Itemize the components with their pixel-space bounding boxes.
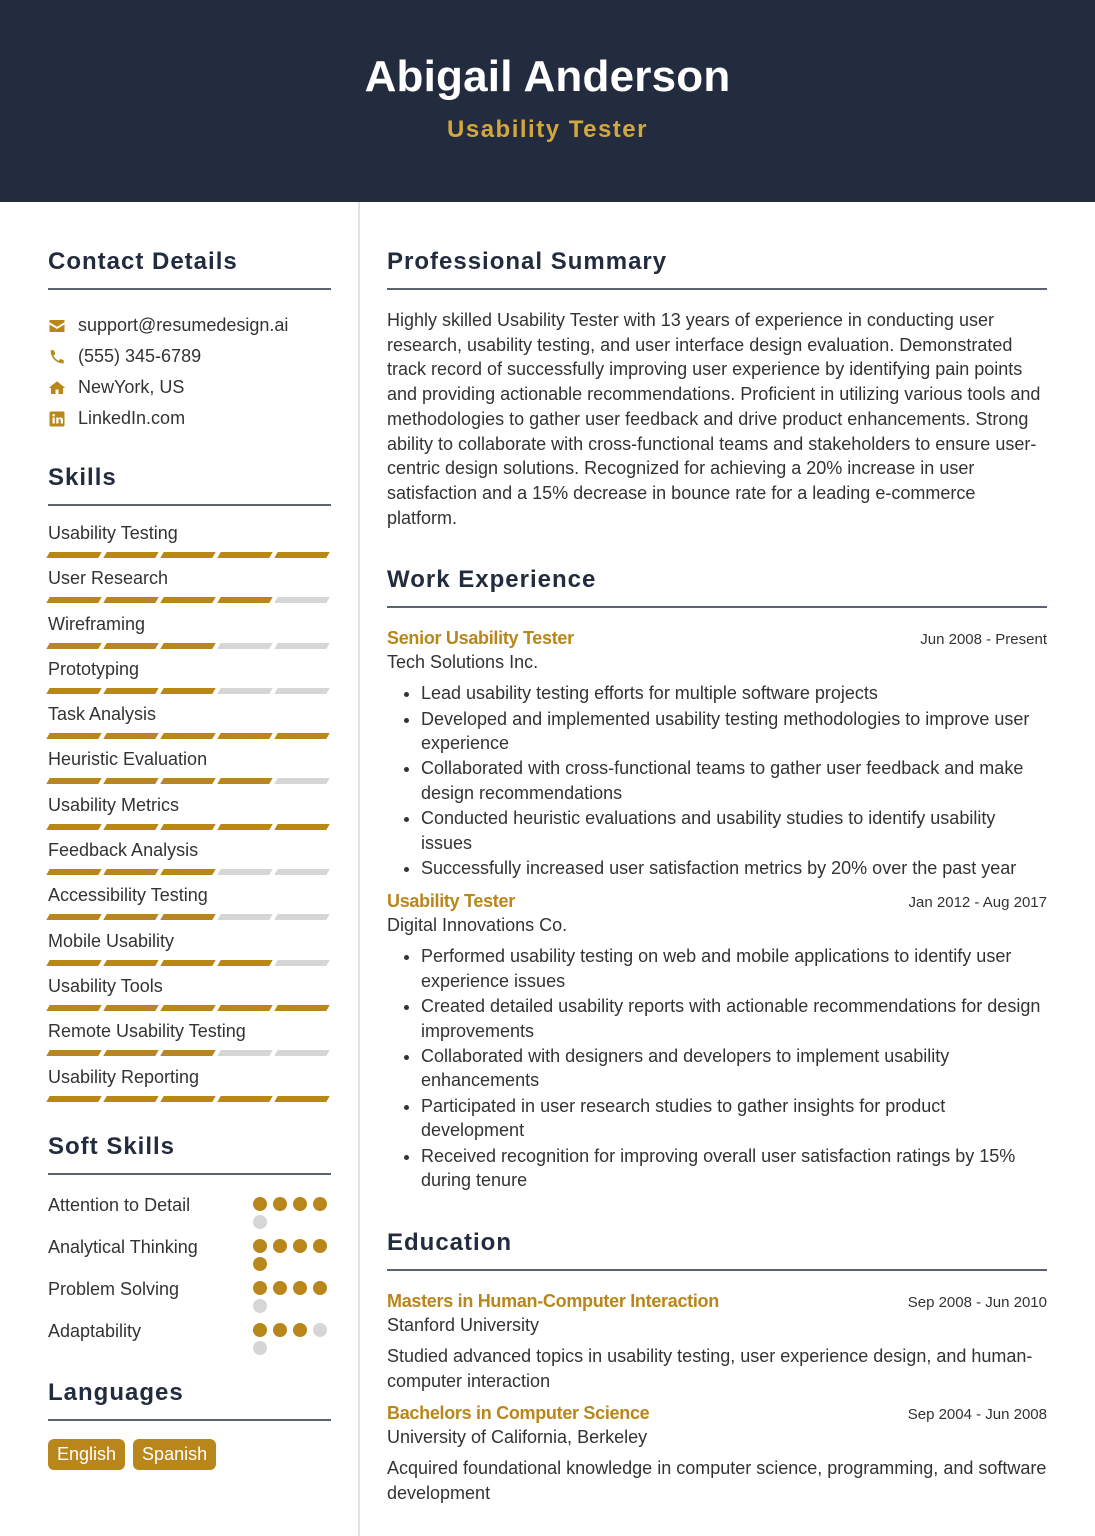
- skill-item: [48, 613, 331, 658]
- job-bullets: [387, 681, 1047, 881]
- skill-level-bar: [48, 733, 331, 739]
- soft-skill-name: Adaptability: [48, 1320, 142, 1341]
- skill-item: [48, 794, 331, 839]
- contact-phone-text: (555) 345-6789: [78, 346, 202, 366]
- skill-item: [48, 567, 331, 612]
- skill-level-segment: [160, 733, 215, 739]
- soft-skills-list: [48, 1193, 331, 1355]
- column-divider: [358, 202, 360, 1536]
- envelope-icon: [48, 317, 66, 335]
- job-bullet: • Collaborated with designers and developers to implement usability enhancements: [421, 1044, 1047, 1093]
- skill-level-segment: [46, 960, 101, 966]
- contact-linkedin-text: LinkedIn.com: [78, 408, 186, 428]
- skill-name: Feedback Analysis: [48, 840, 199, 861]
- rating-dot: [253, 1341, 267, 1355]
- skill-level-segment: [274, 914, 329, 920]
- job-bullet: • Conducted heuristic evaluations and usability studies to identify usability issues: [421, 806, 1047, 855]
- skill-level-bar: [48, 824, 331, 830]
- skill-level-segment: [46, 1050, 101, 1056]
- skill-level-segment: [46, 643, 101, 649]
- skill-level-segment: [160, 1096, 215, 1102]
- skill-level-segment: [46, 1096, 101, 1102]
- languages-section: [48, 1379, 331, 1470]
- education-entry: [387, 1403, 1047, 1505]
- skill-level-segment: [160, 960, 215, 966]
- skill-level-segment: [46, 597, 101, 603]
- job-date: Jan 2012 - Aug 2017: [908, 893, 1047, 911]
- job-company: Digital Innovations Co.: [387, 914, 568, 935]
- languages-list: [48, 1439, 331, 1470]
- skill-name: Accessibility Testing: [48, 885, 208, 906]
- skills-list: [48, 522, 331, 1111]
- skill-name: Task Analysis: [48, 704, 157, 725]
- skill-level-segment: [46, 733, 101, 739]
- soft-skill-item: [48, 1319, 331, 1355]
- contact-phone[interactable]: [48, 341, 331, 372]
- skill-level-bar: [48, 597, 331, 603]
- skill-item: [48, 522, 331, 567]
- rating-dot: [293, 1197, 307, 1211]
- skill-level-segment: [103, 733, 158, 739]
- skill-level-segment: [274, 1050, 329, 1056]
- skill-name: Usability Metrics: [48, 794, 180, 815]
- skill-level-segment: [46, 1005, 101, 1011]
- contact-location-text: NewYork, US: [78, 377, 185, 397]
- skill-level-segment: [274, 778, 329, 784]
- skill-level-segment: [160, 869, 215, 875]
- skill-level-segment: [217, 778, 272, 784]
- skill-level-segment: [46, 869, 101, 875]
- job-bullet: • Received recognition for improving overall user satisfaction ratings by 15% during tenure: [421, 1144, 1047, 1193]
- skill-level-segment: [274, 869, 329, 875]
- rating-dot: [253, 1323, 267, 1337]
- education-description: Acquired foundational knowledge in computer science, programming, and software development: [387, 1458, 1047, 1504]
- job-entry: [387, 628, 1047, 881]
- skill-level-segment: [103, 688, 158, 694]
- skill-level-segment: [274, 960, 329, 966]
- rating-dot: [253, 1257, 267, 1271]
- skill-level-segment: [46, 688, 101, 694]
- skill-level-bar: [48, 688, 331, 694]
- job-bullets: [387, 944, 1047, 1193]
- skill-level-bar: [48, 869, 331, 875]
- soft-skill-rating: [253, 1193, 331, 1229]
- skill-level-segment: [160, 597, 215, 603]
- job-bullet: • Collaborated with cross-functional teams to gather user feedback and make design recommendations: [421, 756, 1047, 805]
- skill-level-segment: [103, 1096, 158, 1102]
- skill-level-segment: [217, 688, 272, 694]
- skill-name: Mobile Usability: [48, 930, 175, 951]
- school-name: Stanford University: [387, 1314, 540, 1335]
- skill-level-segment: [274, 824, 329, 830]
- skill-level-segment: [217, 914, 272, 920]
- skill-level-segment: [217, 960, 272, 966]
- soft-skill-name: Problem Solving: [48, 1278, 180, 1299]
- skill-level-bar: [48, 1005, 331, 1011]
- skill-level-segment: [160, 824, 215, 830]
- job-date: Jun 2008 - Present: [920, 631, 1047, 649]
- skill-level-segment: [160, 688, 215, 694]
- rating-dot: [273, 1197, 287, 1211]
- skill-item: [48, 748, 331, 793]
- skill-level-segment: [103, 778, 158, 784]
- rating-dot: [253, 1299, 267, 1313]
- skill-level-segment: [103, 643, 158, 649]
- skill-level-segment: [103, 914, 158, 920]
- skill-level-segment: [46, 778, 101, 784]
- job-bullet: • Participated in user research studies to gather insights for product development: [421, 1094, 1047, 1143]
- skill-level-segment: [217, 552, 272, 558]
- section-title-contact: Contact Details: [48, 248, 331, 290]
- skill-item: [48, 1066, 331, 1111]
- job-bullet: • Successfully increased user satisfaction metrics by 20% over the past year: [421, 856, 1047, 881]
- job-bullet: • Created detailed usability reports with actionable recommendations for design improvements: [421, 994, 1047, 1043]
- degree-title: Bachelors in Computer Science: [387, 1403, 650, 1424]
- skill-name: User Research: [48, 568, 169, 589]
- soft-skill-name: Attention to Detail: [48, 1194, 191, 1215]
- education-entry: [387, 1291, 1047, 1393]
- skill-name: Usability Tools: [48, 975, 163, 996]
- phone-icon: [48, 348, 66, 366]
- skill-level-segment: [103, 960, 158, 966]
- skill-level-segment: [217, 733, 272, 739]
- education-section: [387, 1229, 1047, 1506]
- skill-level-segment: [217, 869, 272, 875]
- skill-level-segment: [160, 643, 215, 649]
- contact-email-text: support@resumedesign.ai: [78, 315, 289, 335]
- skill-level-segment: [274, 597, 329, 603]
- skill-level-segment: [274, 733, 329, 739]
- right-column: [387, 248, 1047, 1506]
- section-title-languages: Languages: [48, 1379, 331, 1421]
- section-title-skills: Skills: [48, 464, 331, 506]
- skill-level-segment: [217, 1050, 272, 1056]
- soft-skill-rating: [253, 1319, 331, 1355]
- education-description: Studied advanced topics in usability testing, user experience design, and human-computer interaction: [387, 1345, 1033, 1391]
- contact-location: [48, 372, 331, 403]
- skill-item: [48, 839, 331, 884]
- skill-level-bar: [48, 643, 331, 649]
- resume-header: [0, 0, 1095, 202]
- skill-item: [48, 703, 331, 748]
- left-column: [48, 248, 331, 1470]
- skill-level-segment: [160, 778, 215, 784]
- rating-dot: [293, 1281, 307, 1295]
- skill-level-segment: [160, 1005, 215, 1011]
- skill-level-segment: [274, 1005, 329, 1011]
- contact-email[interactable]: [48, 310, 331, 341]
- skill-item: [48, 1020, 331, 1065]
- rating-dot: [293, 1323, 307, 1337]
- experience-section: [387, 566, 1047, 1193]
- job-entry: [387, 891, 1047, 1193]
- rating-dot: [313, 1239, 327, 1253]
- soft-skill-item: [48, 1235, 331, 1271]
- skill-level-segment: [160, 552, 215, 558]
- candidate-name: Abigail Anderson: [364, 52, 731, 101]
- rating-dot: [313, 1323, 327, 1337]
- skill-level-segment: [103, 869, 158, 875]
- skill-item: [48, 930, 331, 975]
- skill-level-segment: [217, 643, 272, 649]
- skill-level-segment: [274, 552, 329, 558]
- contact-linkedin[interactable]: [48, 403, 331, 434]
- rating-dot: [273, 1239, 287, 1253]
- summary-text: Highly skilled Usability Tester with 13 years of experience in conducting user research, usability testing, and user interface design evaluation. Demonstrated track record of successfully improving user experience by identifying pain points and providing actionable recommendations. Proficient in utilizing various tools and methodologies to gather user feedback and drive product enhancements. Strong ability to collaborate with cross-functional teams and stakeholders to ensure user-centric design solutions. Recognized for achieving a 20% increase in user satisfaction and a 15% decrease in bounce rate for a leading e-commerce platform.: [387, 310, 1041, 528]
- soft-skills-section: [48, 1133, 331, 1355]
- rating-dot: [293, 1239, 307, 1253]
- skill-level-segment: [46, 824, 101, 830]
- skill-name: Wireframing: [48, 613, 146, 634]
- rating-dot: [253, 1215, 267, 1229]
- section-title-education: Education: [387, 1229, 1047, 1271]
- language-badge: Spanish: [133, 1439, 216, 1470]
- skill-level-segment: [103, 597, 158, 603]
- skill-level-segment: [103, 1005, 158, 1011]
- section-title-experience: Work Experience: [387, 566, 1047, 608]
- job-title: Usability Tester: [387, 890, 515, 911]
- rating-dot: [273, 1281, 287, 1295]
- skill-level-segment: [274, 1096, 329, 1102]
- skill-level-segment: [274, 688, 329, 694]
- section-title-soft-skills: Soft Skills: [48, 1133, 331, 1175]
- skill-level-segment: [46, 914, 101, 920]
- contact-section: [48, 248, 331, 434]
- skill-item: [48, 658, 331, 703]
- skill-level-bar: [48, 778, 331, 784]
- education-date: Sep 2008 - Jun 2010: [907, 1293, 1047, 1311]
- soft-skill-rating: [253, 1277, 331, 1313]
- home-icon: [48, 379, 66, 397]
- school-name: University of California, Berkeley: [387, 1427, 648, 1448]
- rating-dot: [273, 1323, 287, 1337]
- rating-dot: [313, 1197, 327, 1211]
- skill-level-segment: [217, 1005, 272, 1011]
- skill-level-segment: [103, 824, 158, 830]
- skill-level-segment: [46, 552, 101, 558]
- skill-name: Usability Reporting: [48, 1066, 200, 1087]
- language-badge: English: [48, 1439, 125, 1470]
- contact-list: [48, 310, 331, 434]
- skill-level-bar: [48, 914, 331, 920]
- skill-level-bar: [48, 960, 331, 966]
- job-bullet: • Performed usability testing on web and mobile applications to identify user experience issues: [421, 944, 1047, 993]
- skill-level-bar: [48, 1050, 331, 1056]
- skill-level-bar: [48, 1096, 331, 1102]
- skill-name: Prototyping: [48, 658, 140, 679]
- skill-level-segment: [217, 597, 272, 603]
- rating-dot: [253, 1281, 267, 1295]
- rating-dot: [253, 1239, 267, 1253]
- rating-dot: [253, 1197, 267, 1211]
- soft-skill-name: Analytical Thinking: [48, 1236, 198, 1257]
- skill-level-bar: [48, 552, 331, 558]
- skill-name: Heuristic Evaluation: [48, 749, 208, 770]
- soft-skill-item: [48, 1277, 331, 1313]
- linkedin-icon: [48, 410, 66, 428]
- skill-level-segment: [103, 1050, 158, 1056]
- rating-dot: [313, 1281, 327, 1295]
- candidate-title: Usability Tester: [447, 116, 648, 143]
- skill-item: [48, 975, 331, 1020]
- job-bullet: • Lead usability testing efforts for multiple software projects: [421, 681, 1047, 706]
- skill-name: Usability Testing: [48, 523, 178, 543]
- education-date: Sep 2004 - Jun 2008: [907, 1406, 1047, 1424]
- skill-level-segment: [217, 824, 272, 830]
- degree-title: Masters in Human-Computer Interaction: [387, 1290, 719, 1311]
- skill-item: [48, 884, 331, 929]
- skills-section: [48, 464, 331, 1111]
- skill-level-segment: [160, 1050, 215, 1056]
- job-bullet: • Developed and implemented usability testing methodologies to improve user experience: [421, 707, 1047, 756]
- skill-level-segment: [274, 643, 329, 649]
- soft-skill-item: [48, 1193, 331, 1229]
- soft-skill-rating: [253, 1235, 331, 1271]
- skill-level-segment: [217, 1096, 272, 1102]
- job-company: Tech Solutions Inc.: [387, 652, 539, 673]
- skill-level-segment: [103, 552, 158, 558]
- job-title: Senior Usability Tester: [387, 628, 574, 649]
- summary-section: [387, 248, 1047, 530]
- section-title-summary: Professional Summary: [387, 248, 1047, 290]
- skill-name: Remote Usability Testing: [48, 1021, 246, 1042]
- skill-level-segment: [160, 914, 215, 920]
